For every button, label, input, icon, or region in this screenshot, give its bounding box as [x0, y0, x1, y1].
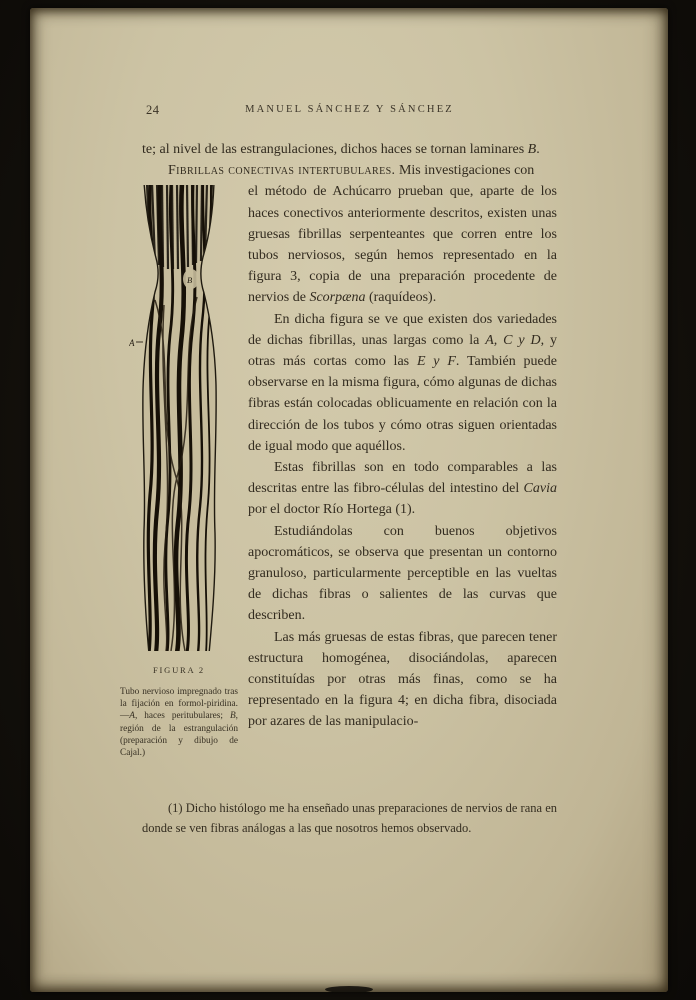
paragraph-1 — [142, 139, 557, 160]
italic-fragment: B — [229, 711, 236, 722]
italic-fragment: Cavia — [523, 481, 557, 497]
text-fragment: te; al nivel de las estrangulaciones, dichos haces se tornan laminares — [142, 142, 528, 157]
text-fragment: . También puede observarse en la misma figura, cómo algunas de dichas fibras están colocadas oblicuamente en relación con la dirección de los tubos y cómo otras siguen orientadas de igual modo que aquéllos. — [248, 354, 557, 454]
italic-fragment: A, C y D — [485, 332, 541, 348]
page-number: 24 — [146, 103, 160, 117]
figure-label-b: B — [187, 275, 193, 286]
running-title: MANUEL SÁNCHEZ Y SÁNCHEZ — [245, 104, 454, 115]
figure-caption-title: FIGURA 2 — [153, 665, 205, 676]
text-area — [120, 102, 558, 838]
paragraph-6: Las más gruesas de estas fibras, que parecen tener estructura homogénea, disociándolas, aparecen constituídas por otras más finas, como se ha representado en la figura 4; en dicha fibra, disociada por azares de las manipulacio- — [248, 629, 557, 730]
italic-fragment: Scorpæna — [309, 290, 366, 306]
paragraph-5: Estudiándolas con buenos objetivos apocromáticos, se observa que presentan un contorno granuloso, particularmente perceptible en las vueltas de dichas fibras o salientes de las curvas que describen. — [248, 523, 557, 624]
footnote-text: (1) Dicho histólogo me ha enseñado unas preparaciones de nervios de rana en donde se ven fibras análogas a las que nosotros hemos observado. — [142, 801, 557, 835]
figure-caption-block — [120, 660, 238, 759]
text-fragment: Estas fibrillas son en todo comparables a las descritas entre las fibro-células del intestino del — [248, 460, 557, 497]
text-fragment: , y otras más cortas como las — [248, 332, 558, 370]
figure-caption-text — [120, 686, 238, 760]
body-text — [120, 139, 558, 838]
text-fragment: , haces peritubulares; — [134, 711, 230, 722]
page-header — [142, 102, 557, 118]
italic-fragment: B — [527, 142, 537, 157]
italic-fragment: A — [129, 711, 135, 722]
small-caps-lead: Fibrillas conectivas intertubulares. — [168, 163, 396, 179]
book-page — [30, 8, 668, 992]
text-fragment: por el doctor Río Hortega (1). — [248, 502, 416, 518]
figure-2 — [120, 185, 238, 759]
text-fragment: , región de la estrangulación (preparación y dibujo de Cajal.) — [120, 711, 238, 759]
text-fragment: el método de Achúcarro prueban que, aparte de los haces conectivos anteriormente descritos, existen unas gruesas fibrillas serpenteantes que corren entre los tubos nerviosos, según hemos representado en la figura 3, copia de una preparación procedente de nervios de — [248, 184, 557, 306]
footnote — [142, 787, 557, 838]
text-fragment: En dicha figura se ve que existen dos variedades de dichas fibrillas, unas largas como la — [248, 311, 557, 348]
nerve-tube-illustration — [129, 185, 229, 651]
text-fragment: Tubo nervioso impregnado tras la fijación en formol-piridina.— — [120, 686, 238, 722]
paragraph-2-first-line — [142, 160, 557, 181]
italic-fragment: E y F — [416, 354, 456, 370]
text-fragment: . — [536, 142, 540, 157]
text-fragment: Mis investigaciones con — [395, 163, 535, 179]
text-fragment: (raquídeos). — [365, 290, 437, 306]
figure-label-a: A — [129, 338, 135, 349]
